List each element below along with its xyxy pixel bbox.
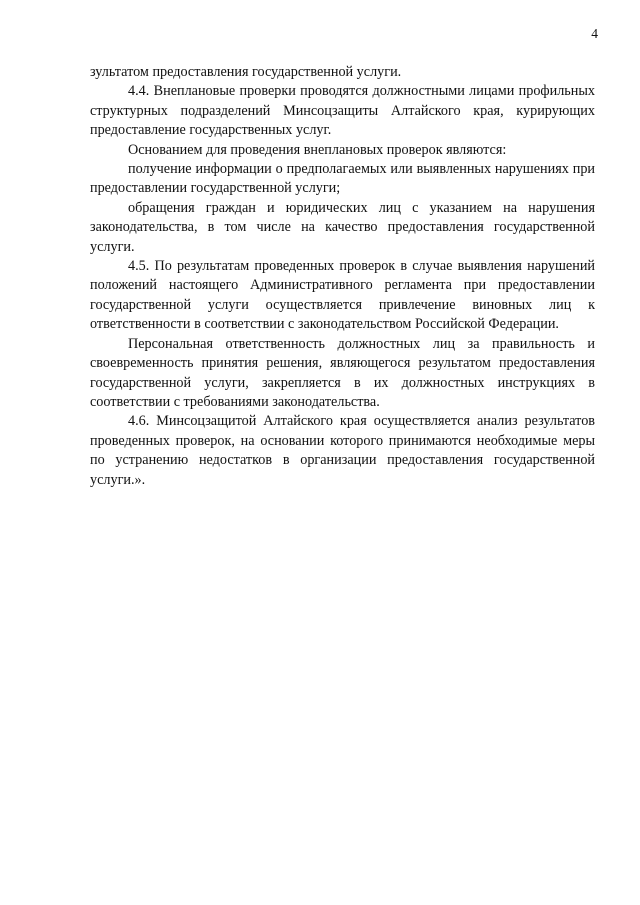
page-number: 4 xyxy=(591,26,598,41)
paragraph-personal-responsibility: Персональная ответственность должностных лиц за правильность и своевременность принятия решения, являющегося результатом предоставления государственной услуги, закрепляется в их должностных инструкциях в соответствии с требованиями законодательства. xyxy=(90,335,595,410)
paragraph-ground-appeals: обращения граждан и юридических лиц с указанием на нарушения законодательства, в том числе на качество предоставления государственной услуги. xyxy=(90,199,595,255)
paragraph-ground-information: получение информации о предполагаемых или выявленных нарушениях при предоставлении государственной услуги; xyxy=(90,161,595,197)
paragraph-continuation: зультатом предоставления государственной услуги. xyxy=(90,64,402,80)
paragraph-4-5: 4.5. По результатам проведенных проверок в случае выявления нарушений положений настоящего Административного регламента при предоставлении государственной услуги осуществляется привлечение виновных лиц к ответственности в соответствии с законодательством Российской Федерации. xyxy=(90,258,595,333)
document-body xyxy=(90,63,595,490)
paragraph-4-6: 4.6. Минсоцзащитой Алтайского края осуществляется анализ результатов проведенных проверок, на основании которого принимаются необходимые меры по устранению недостатков в организации предоставления государственной услуги.». xyxy=(90,413,595,488)
paragraph-grounds: Основанием для проведения внеплановых проверок являются: xyxy=(128,141,507,158)
paragraph-4-4: 4.4. Внеплановые проверки проводятся должностными лицами профильных структурных подразделений Минсоцзащиты Алтайского края, курирующих предоставление государственных услуг. xyxy=(90,83,595,139)
